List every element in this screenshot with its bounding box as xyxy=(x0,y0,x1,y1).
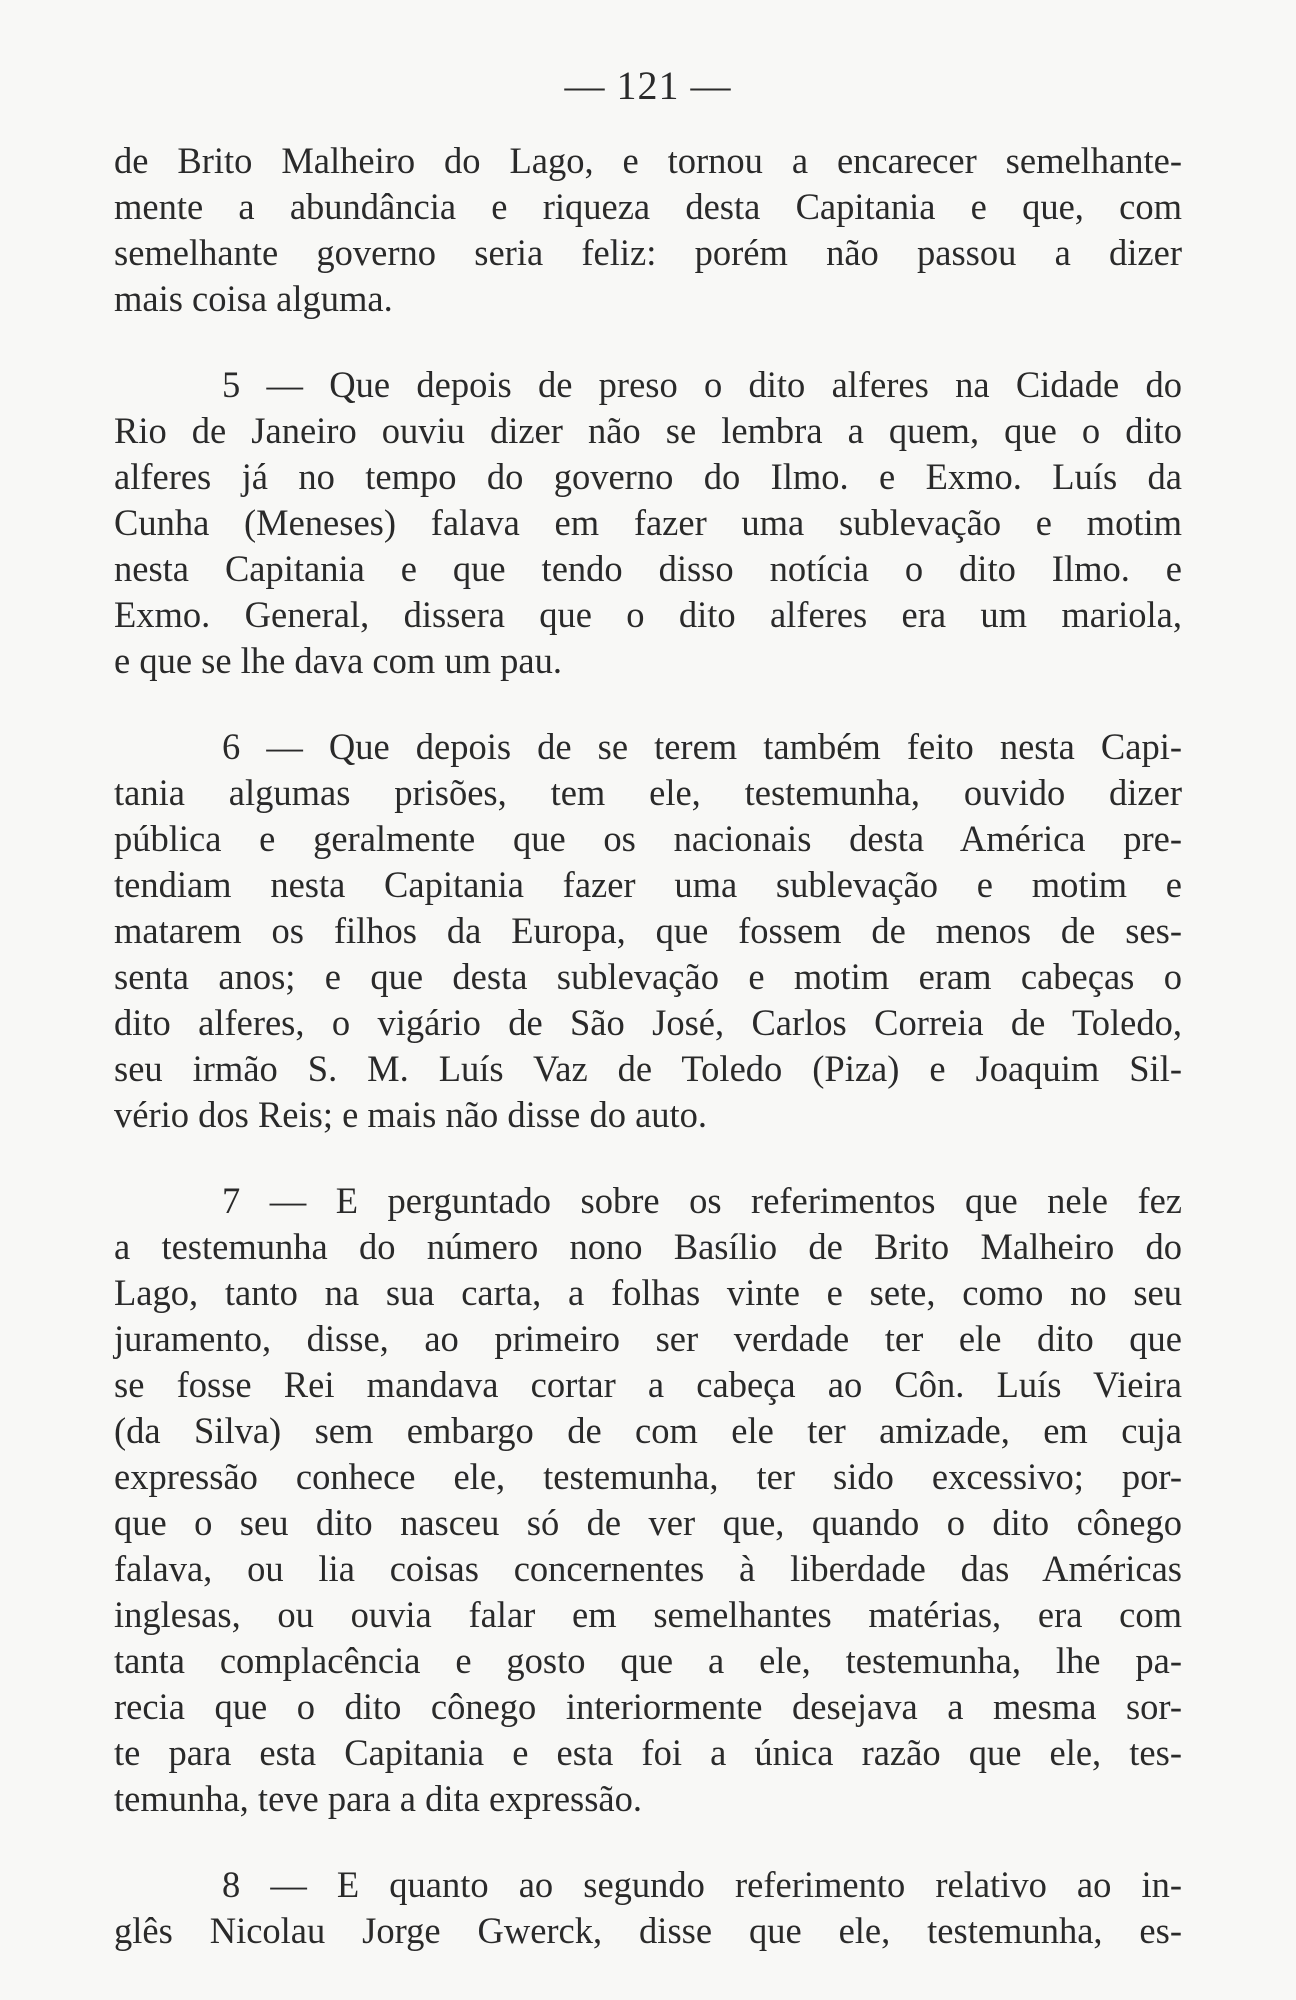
text-line: Lago, tanto na sua carta, a folhas vinte e sete, como no seu xyxy=(114,1272,1182,1313)
text-line: Exmo. General, dissera que o dito alferes era um mariola, xyxy=(114,594,1182,635)
text-line: seu irmão S. M. Luís Vaz de Toledo (Piza) e Joaquim Sil- xyxy=(114,1048,1182,1089)
text-line: 6 — Que depois de se terem também feito nesta Capi- xyxy=(222,726,1182,767)
text-line: mente a abundância e riqueza desta Capitania e que, com xyxy=(114,186,1182,227)
text-line: matarem os filhos da Europa, que fossem de menos de ses- xyxy=(114,910,1182,951)
text-line: 8 — E quanto ao segundo referimento relativo ao in- xyxy=(222,1864,1182,1905)
paragraph-5 xyxy=(114,362,1182,684)
text-line: Rio de Janeiro ouviu dizer não se lembra a quem, que o dito xyxy=(114,410,1182,451)
text-line: juramento, disse, ao primeiro ser verdade ter ele dito que xyxy=(114,1318,1182,1359)
text-line: expressão conhece ele, testemunha, ter sido excessivo; por- xyxy=(114,1456,1182,1497)
text-line: inglesas, ou ouvia falar em semelhantes matérias, era com xyxy=(114,1594,1182,1635)
text-line: te para esta Capitania e esta foi a única razão que ele, tes- xyxy=(114,1732,1182,1773)
page-number: — 121 — xyxy=(564,63,732,108)
text-line: e que se lhe dava com um pau. xyxy=(114,640,562,681)
text-line: dito alferes, o vigário de São José, Carlos Correia de Toledo, xyxy=(114,1002,1182,1043)
paragraph-7 xyxy=(114,1178,1182,1822)
text-line: 7 — E perguntado sobre os referimentos que nele fez xyxy=(222,1180,1182,1221)
text-line: nesta Capitania e que tendo disso notícia o dito Ilmo. e xyxy=(114,548,1182,589)
text-line: tanta complacência e gosto que a ele, testemunha, lhe pa- xyxy=(114,1640,1182,1681)
paragraph-continuation xyxy=(114,138,1182,322)
text-line: senta anos; e que desta sublevação e motim eram cabeças o xyxy=(114,956,1182,997)
text-line: de Brito Malheiro do Lago, e tornou a encarecer semelhante- xyxy=(114,140,1182,181)
text-line: alferes já no tempo do governo do Ilmo. e Exmo. Luís da xyxy=(114,456,1182,497)
body-text xyxy=(114,138,1182,1994)
text-line: glês Nicolau Jorge Gwerck, disse que ele, testemunha, es- xyxy=(114,1910,1182,1951)
text-line: a testemunha do número nono Basílio de Brito Malheiro do xyxy=(114,1226,1182,1267)
paragraph-8 xyxy=(114,1862,1182,1954)
text-line: vério dos Reis; e mais não disse do auto. xyxy=(114,1094,708,1135)
text-line: 5 — Que depois de preso o dito alferes na Cidade do xyxy=(222,364,1182,405)
text-line: tania algumas prisões, tem ele, testemunha, ouvido dizer xyxy=(114,772,1182,813)
text-line: tendiam nesta Capitania fazer uma sublevação e motim e xyxy=(114,864,1182,905)
text-line: Cunha (Meneses) falava em fazer uma sublevação e motim xyxy=(114,502,1182,543)
text-line: falava, ou lia coisas concernentes à liberdade das Américas xyxy=(114,1548,1182,1589)
text-line: semelhante governo seria feliz: porém não passou a dizer xyxy=(114,232,1182,273)
text-line: mais coisa alguma. xyxy=(114,278,393,319)
text-line: pública e geralmente que os nacionais desta América pre- xyxy=(114,818,1182,859)
text-line: temunha, teve para a dita expressão. xyxy=(114,1778,643,1819)
text-line: recia que o dito cônego interiormente desejava a mesma sor- xyxy=(114,1686,1182,1727)
text-line: (da Silva) sem embargo de com ele ter amizade, em cuja xyxy=(114,1410,1182,1451)
text-line: que o seu dito nasceu só de ver que, quando o dito cônego xyxy=(114,1502,1182,1543)
paragraph-6 xyxy=(114,724,1182,1138)
text-line: se fosse Rei mandava cortar a cabeça ao Côn. Luís Vieira xyxy=(114,1364,1182,1405)
